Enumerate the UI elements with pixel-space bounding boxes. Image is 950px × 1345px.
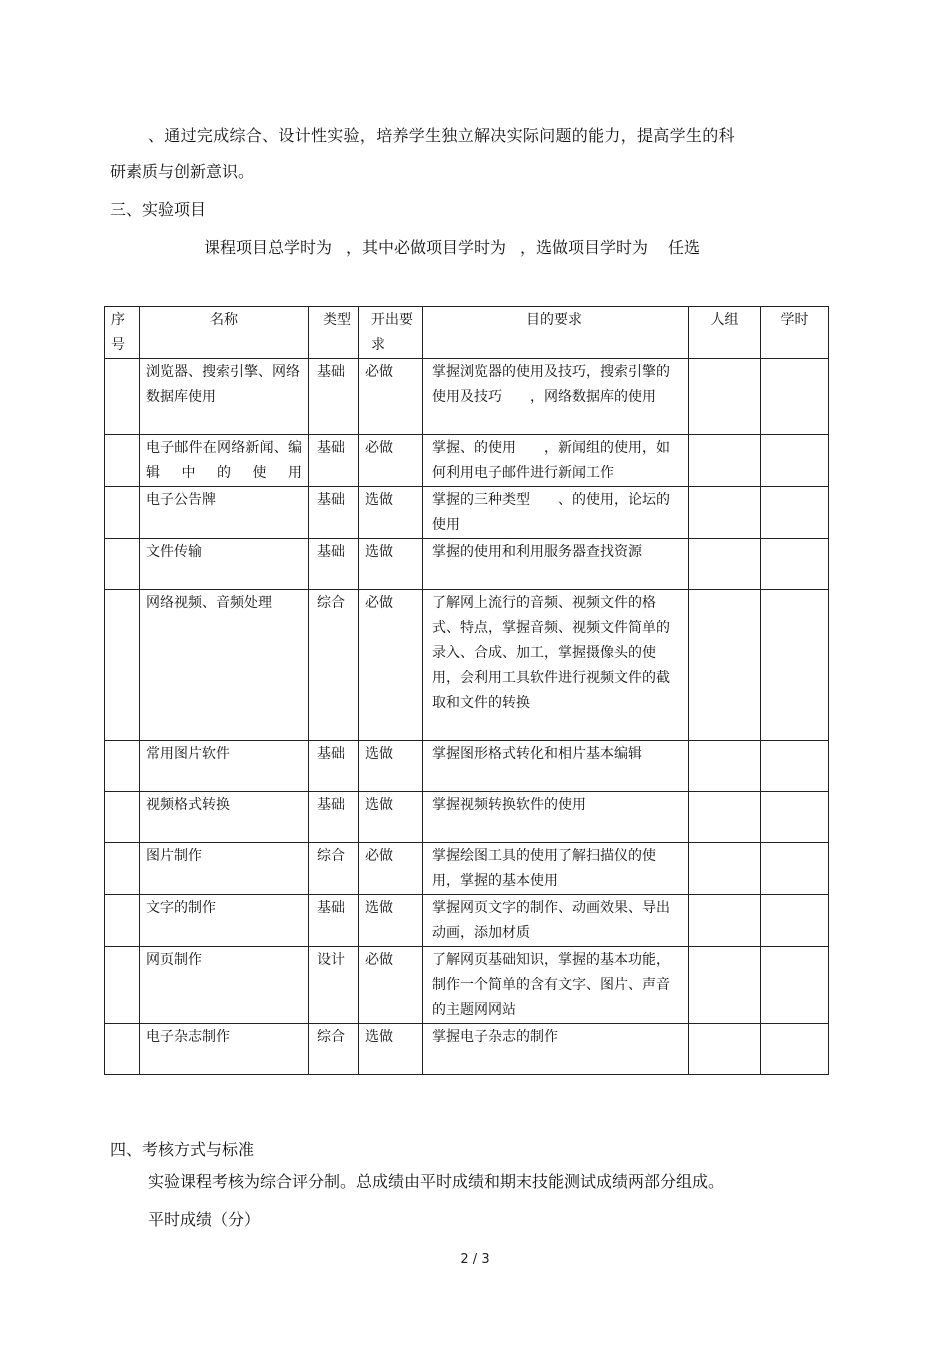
row-type: 设计 xyxy=(309,947,359,1024)
row-goal: 了解网页基础知识，掌握的基本功能，制作一个简单的含有文字、图片、声音的主题网网站 xyxy=(423,947,689,1024)
intro-line-2: 研素质与创新意识。 xyxy=(110,162,255,181)
row-type: 基础 xyxy=(309,487,359,539)
row-goal: 掌握电子杂志的制作 xyxy=(423,1024,689,1075)
row-name: 视频格式转换 xyxy=(140,792,309,843)
table-row xyxy=(105,539,829,590)
row-type: 综合 xyxy=(309,1024,359,1075)
row-goal: 掌握的三种类型 、的使用，论坛的使用 xyxy=(423,487,689,539)
header-hours: 学时 xyxy=(761,307,829,359)
header-req: 开出要求 xyxy=(359,307,423,359)
row-type: 基础 xyxy=(309,895,359,947)
row-type: 基础 xyxy=(309,741,359,792)
header-goal: 目的要求 xyxy=(423,307,689,359)
table-row xyxy=(105,359,829,435)
section-3-heading: 三、实验项目 xyxy=(110,200,207,219)
table-row xyxy=(105,895,829,947)
hours-summary xyxy=(204,238,700,258)
table-row xyxy=(105,843,829,895)
row-req: 必做 xyxy=(359,947,423,1024)
row-req: 选做 xyxy=(359,741,423,792)
row-req: 选做 xyxy=(359,487,423,539)
row-goal: 掌握视频转换软件的使用 xyxy=(423,792,689,843)
summary-part-2: ，其中必做项目学时为 xyxy=(346,238,507,257)
regular-score-line: 平时成绩（分） xyxy=(148,1210,261,1229)
header-name: 名称 xyxy=(140,307,309,359)
table-row xyxy=(105,1024,829,1075)
row-type: 基础 xyxy=(309,792,359,843)
row-goal: 掌握浏览器的使用及技巧，搜索引擎的使用及技巧 ，网络数据库的使用 xyxy=(423,359,689,435)
row-name: 网络视频、音频处理 xyxy=(140,590,309,741)
row-type: 综合 xyxy=(309,843,359,895)
row-goal: 掌握绘图工具的使用了解扫描仪的使用，掌握的基本使用 xyxy=(423,843,689,895)
table-row xyxy=(105,590,829,741)
page-number: 2 / 3 xyxy=(460,1252,490,1267)
row-type: 综合 xyxy=(309,590,359,741)
row-req: 选做 xyxy=(359,895,423,947)
row-name: 电子杂志制作 xyxy=(140,1024,309,1075)
row-type: 基础 xyxy=(309,539,359,590)
row-goal: 掌握的使用和利用服务器查找资源 xyxy=(423,539,689,590)
assessment-line: 实验课程考核为综合评分制。总成绩由平时成绩和期末技能测试成绩两部分组成。 xyxy=(148,1172,725,1191)
row-req: 选做 xyxy=(359,792,423,843)
row-req: 必做 xyxy=(359,590,423,741)
row-type: 基础 xyxy=(309,435,359,487)
header-group: 人组 xyxy=(689,307,761,359)
row-name: 常用图片软件 xyxy=(140,741,309,792)
table-row xyxy=(105,792,829,843)
intro-line-1: 、通过完成综合、设计性实验，培养学生独立解决实际问题的能力，提高学生的科 xyxy=(148,126,735,145)
summary-part-4: 任选 xyxy=(668,238,701,257)
table-row xyxy=(105,947,829,1024)
table-header-row xyxy=(105,307,829,359)
row-req: 必做 xyxy=(359,435,423,487)
row-req: 必做 xyxy=(359,359,423,435)
row-req: 选做 xyxy=(359,1024,423,1075)
row-name: 图片制作 xyxy=(140,843,309,895)
row-goal: 了解网上流行的音频、视频文件的格式、特点，掌握音频、视频文件简单的录入、合成、加工，掌握摄像头的使用，会利用工具软件进行视频文件的截取和文件的转换 xyxy=(423,590,689,741)
row-name: 电子邮件在网络新闻、编辑中的使用 xyxy=(140,435,309,487)
header-type: 类型 xyxy=(309,307,359,359)
row-goal: 掌握网页文字的制作、动画效果、导出动画，添加材质 xyxy=(423,895,689,947)
table-row xyxy=(105,487,829,539)
row-type: 基础 xyxy=(309,359,359,435)
row-name: 电子公告牌 xyxy=(140,487,309,539)
row-goal: 掌握、的使用 ，新闻组的使用，如何利用电子邮件进行新闻工作 xyxy=(423,435,689,487)
row-name: 文件传输 xyxy=(140,539,309,590)
experiment-table xyxy=(104,306,829,1075)
row-name: 网页制作 xyxy=(140,947,309,1024)
section-4-heading: 四、考核方式与标准 xyxy=(110,1140,255,1159)
header-no: 序号 xyxy=(105,307,140,359)
row-name: 浏览器、搜索引擎、网络数据库使用 xyxy=(140,359,309,435)
row-name: 文字的制作 xyxy=(140,895,309,947)
table-row xyxy=(105,435,829,487)
summary-part-1: 课程项目总学时为 xyxy=(204,238,333,257)
row-goal: 掌握图形格式转化和相片基本编辑 xyxy=(423,741,689,792)
table-row xyxy=(105,741,829,792)
summary-part-3: ，选做项目学时为 xyxy=(520,238,649,257)
row-req: 选做 xyxy=(359,539,423,590)
row-req: 必做 xyxy=(359,843,423,895)
